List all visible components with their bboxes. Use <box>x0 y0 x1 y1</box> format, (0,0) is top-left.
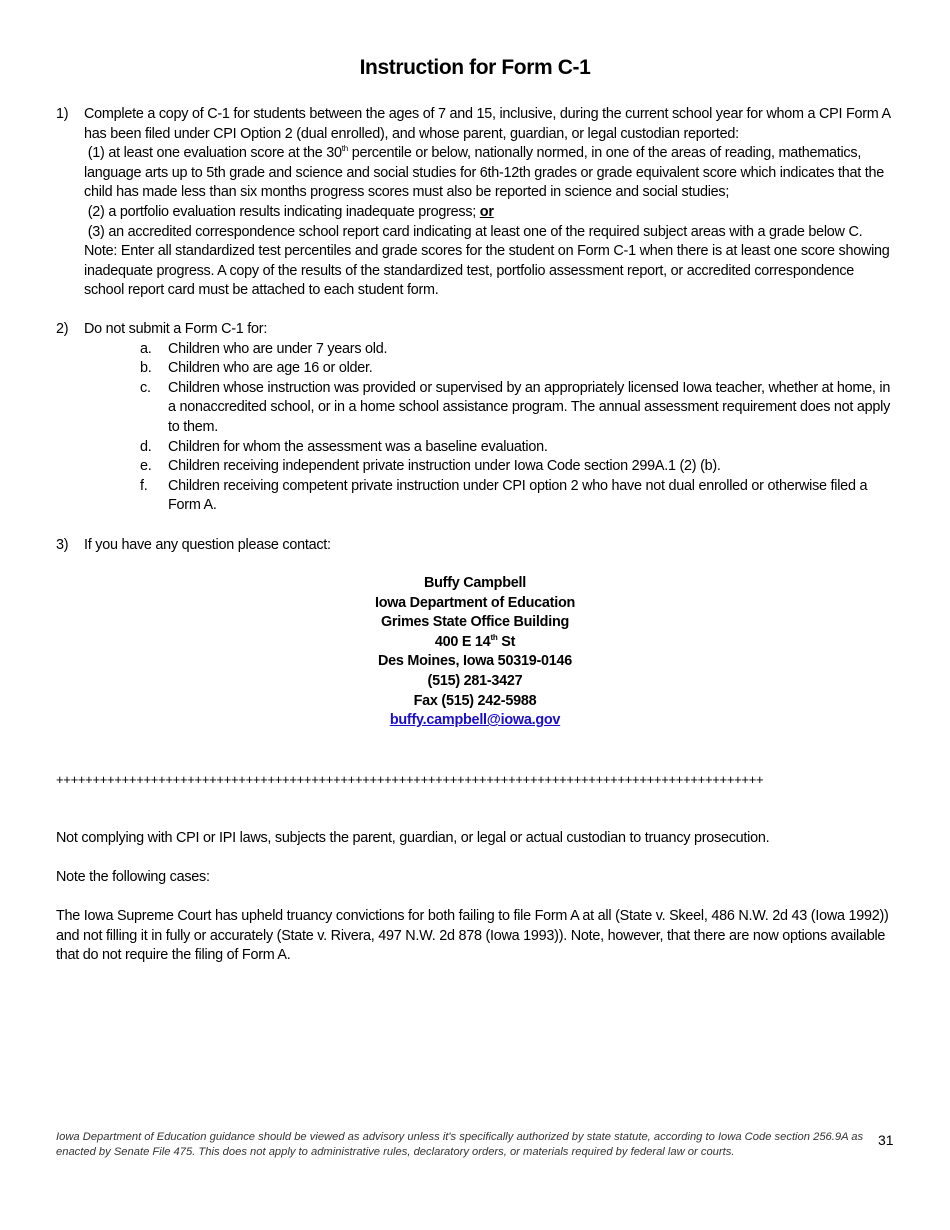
contact-address: 400 E 14th St <box>434 632 516 650</box>
contact-building: Grimes State Office Building <box>380 614 570 631</box>
list-item: c. Children whose instruction was provided or supervised by an appropriately licensed Iowa teacher, whether at home, in a nonaccredited school, or in a home school assistance program. The annual assessment requirement does not apply to them. <box>140 379 891 435</box>
contact-city: Des Moines, Iowa 50319-0146 <box>377 653 573 670</box>
item-1-note: Note: Enter all standardized test percentiles and grade scores for the student on Form C-1 when there is at least one score showing inadequate progress. A copy of the results of the standardized test, portfolio assessment report, or accredited correspondence school report card must be attached to each student form. <box>84 243 890 299</box>
court-cases-paragraph: The Iowa Supreme Court has upheld truancy convictions for both failing to file Form A at all (State v. Skeel, 486 N.W. 2d 43 (Iowa 1992)) and not filling it in fully or accurately (State v. Rivera, 497 N.W. 2d 878 (Iowa 1993)). Note, however, that there are now options available that do not require the filing of Form A. <box>56 908 889 964</box>
contact-org: Iowa Department of Education <box>374 594 576 611</box>
item-number: 1) <box>56 106 69 122</box>
contact-block <box>0 574 950 731</box>
item-3-text: If you have any question please contact: <box>84 537 331 553</box>
list-item: f. Children receiving competent private instruction under CPI option 2 who have not dual enrolled or otherwise filed a Form A. <box>140 477 868 514</box>
item-1-intro: Complete a copy of C-1 for students between the ages of 7 and 15, inclusive, during the current school year for whom a CPI Form A has been filed under CPI Option 2 (dual enrolled), and whose parent, guardian, or legal custodian reported: <box>84 106 891 142</box>
instruction-item-1 <box>56 105 896 301</box>
contact-email-link[interactable]: buffy.campbell@iowa.gov <box>389 712 561 729</box>
cases-heading: Note the following cases: <box>56 869 210 885</box>
contact-fax: Fax (515) 242-5988 <box>413 692 537 709</box>
item-1-criterion-3: (3) an accredited correspondence school report card indicating at least one of the required subject areas with a grade below C. <box>87 223 863 240</box>
contact-name: Buffy Campbell <box>423 575 527 591</box>
item-1-criterion-1: (1) at least one evaluation score at the 30th percentile or below, nationally normed, in one of the areas of reading, mathematics, language arts up to 5th grade and science and social studies for 6th-12th grades or grade equivalent score which indicates that the child has made less than six months progress scores must also be reported in science and social studies; <box>84 144 885 201</box>
list-item: d. Children for whom the assessment was a baseline evaluation. <box>140 438 548 455</box>
contact-phone: (515) 281-3427 <box>427 672 523 689</box>
page-title: Instruction for Form C-1 <box>359 56 591 79</box>
instruction-item-2 <box>56 320 896 516</box>
page-number: 31 <box>878 1132 894 1148</box>
item-2-intro: Do not submit a Form C-1 for: <box>84 321 268 337</box>
item-1-criterion-2: (2) a portfolio evaluation results indicating inadequate progress; or <box>87 203 494 220</box>
list-item: e. Children receiving independent private instruction under Iowa Code section 299A.1 (2) (b). <box>140 458 721 475</box>
footer-disclaimer: Iowa Department of Education guidance should be viewed as advisory unless it's specifically authorized by state statute, according to Iowa Code section 256.9A as enacted by Senate File 475. This does not apply to administrative rules, declaratory orders, or materials required by federal law or courts. <box>56 1131 864 1158</box>
truancy-paragraph: Not complying with CPI or IPI laws, subjects the parent, guardian, or legal or actual custodian to truancy prosecution. <box>56 830 770 846</box>
or-emphasis: or <box>479 203 494 220</box>
item-number: 3) <box>56 537 69 553</box>
instruction-item-3 <box>56 536 896 556</box>
item-number: 2) <box>56 321 69 337</box>
plus-divider: +++++++++++++++++++++++++++++++++++++++++++++++++++++++++++++++++++++++++++++++++++++++++++++++++ <box>56 772 764 787</box>
list-item: b. Children who are age 16 or older. <box>140 360 373 377</box>
list-item: a. Children who are under 7 years old. <box>140 340 388 357</box>
